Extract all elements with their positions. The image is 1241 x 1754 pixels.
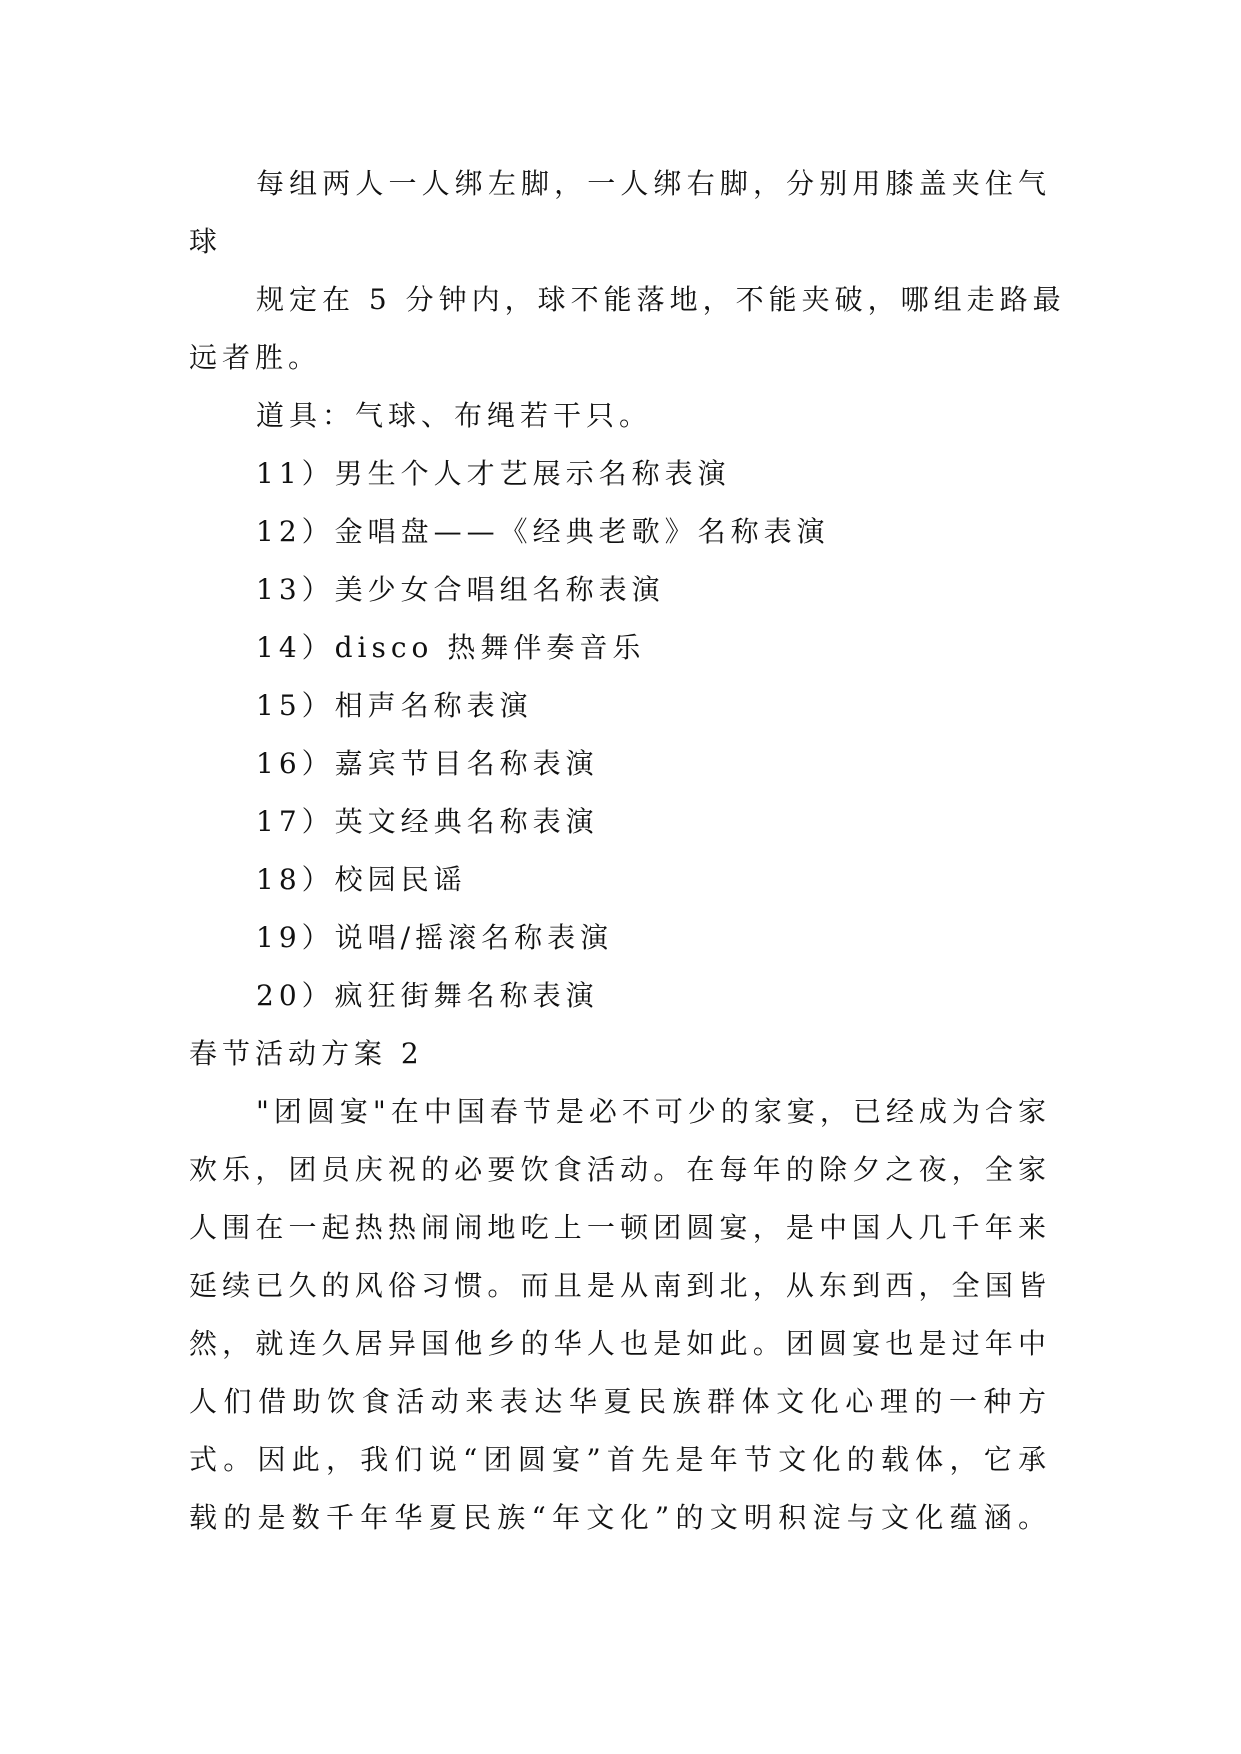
program-item: 12）金唱盘——《经典老歌》名称表演 [256, 515, 830, 548]
section-paragraph-line: "团圆宴"在中国春节是必不可少的家宴，已经成为合家 [256, 1095, 1051, 1128]
program-item: 15）相声名称表演 [256, 689, 533, 722]
paragraph-line: 每组两人一人绑左脚，一人绑右脚，分别用膝盖夹住气 [256, 167, 1051, 200]
section-paragraph-line: 人们借助饮食活动来表达华夏民族群体文化心理的一种方 [189, 1385, 1051, 1418]
program-item: 16）嘉宾节目名称表演 [256, 747, 599, 780]
paragraph-line: 道具：气球、布绳若干只。 [256, 399, 653, 432]
program-item: 14）disco 热舞伴奏音乐 [256, 631, 646, 664]
program-item: 20）疯狂街舞名称表演 [256, 979, 599, 1012]
section-paragraph-line: 然，就连久居异国他乡的华人也是如此。团圆宴也是过年中 [189, 1327, 1051, 1360]
program-item: 13）美少女合唱组名称表演 [256, 573, 665, 606]
program-item: 19）说唱/摇滚名称表演 [256, 921, 614, 954]
program-item: 11）男生个人才艺展示名称表演 [256, 457, 731, 490]
paragraph-line: 规定在 5 分钟内，球不能落地，不能夹破，哪组走路最 [256, 283, 1066, 316]
document-body [189, 155, 1066, 1547]
section-paragraph-line: 载的是数千年华夏民族“年文化”的文明积淀与文化蕴涵。 [189, 1501, 1051, 1534]
paragraph-line: 球 [189, 225, 223, 258]
paragraph-line: 远者胜。 [189, 341, 322, 374]
section-paragraph-line: 欢乐，团员庆祝的必要饮食活动。在每年的除夕之夜，全家 [189, 1153, 1051, 1186]
program-item: 18）校园民谣 [256, 863, 467, 896]
section-paragraph-line: 人围在一起热热闹闹地吃上一顿团圆宴，是中国人几千年来 [189, 1211, 1051, 1244]
section-paragraph-line: 延续已久的风俗习惯。而且是从南到北，从东到西，全国皆 [189, 1269, 1051, 1302]
program-item: 17）英文经典名称表演 [256, 805, 599, 838]
section-heading: 春节活动方案 2 [189, 1037, 424, 1070]
section-paragraph-line: 式。因此，我们说“团圆宴”首先是年节文化的载体，它承 [189, 1443, 1051, 1476]
